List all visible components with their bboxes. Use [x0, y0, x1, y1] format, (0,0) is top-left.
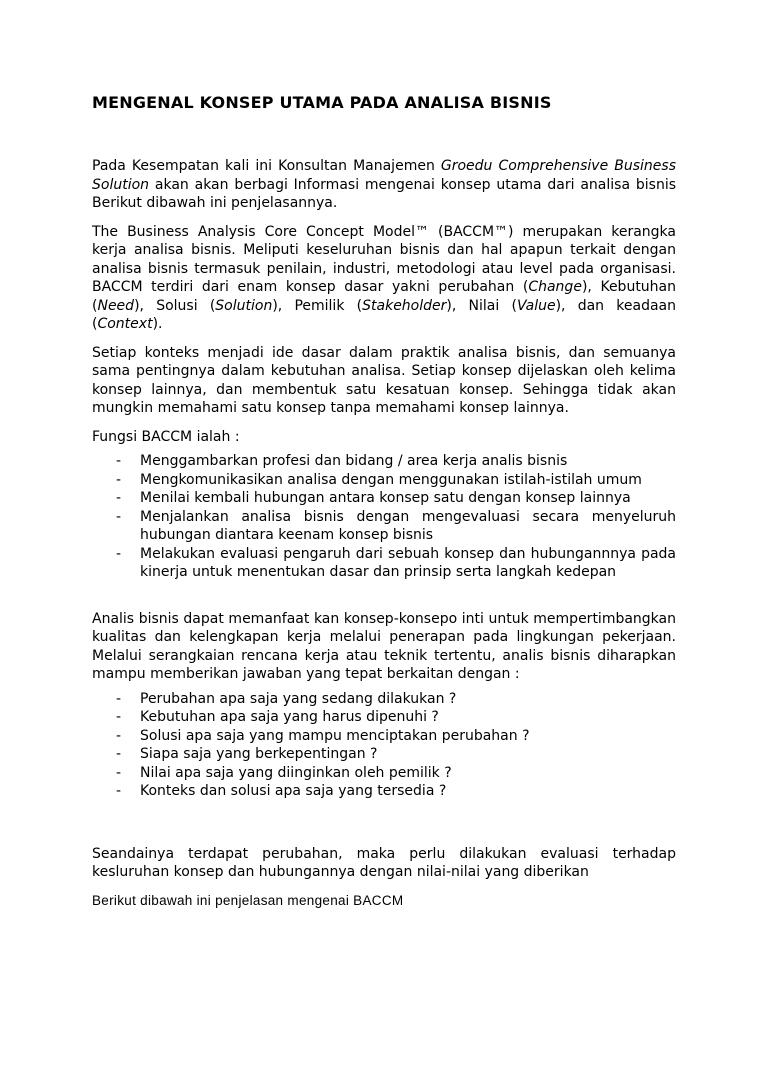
dash-bullet: - — [116, 508, 122, 525]
baccm-paragraph — [92, 223, 676, 334]
list-item: - Solusi apa saja yang mampu menciptakan perubahan ? — [116, 727, 530, 744]
dash-bullet: - — [116, 783, 122, 799]
dash-bullet: - — [116, 709, 122, 725]
dash-bullet: - — [116, 764, 122, 781]
document-body — [92, 157, 676, 920]
list-item: - Menjalankan analisa bisnis dengan mengevaluasi secara menyeluruh hubungan diantara keenam konsep bisnis — [116, 508, 676, 543]
fungsi-list — [92, 452, 676, 582]
spacer — [92, 592, 676, 610]
dash-bullet: - — [116, 453, 122, 469]
baccm-text: ), Kebutuhan ( — [92, 279, 676, 314]
list-item: - Perubahan apa saja yang sedang dilakukan ? — [116, 690, 457, 707]
dash-bullet: - — [116, 471, 122, 488]
list-item: - Nilai apa saja yang diinginkan oleh pemilik ? — [116, 764, 452, 781]
list-item: - Kebutuhan apa saja yang harus dipenuhi ? — [116, 709, 439, 725]
list-item: - Menilai kembali hubungan antara konsep satu dengan konsep lainnya — [116, 490, 631, 506]
closing-line: Berikut dibawah ini penjelasan mengenai BACCM — [92, 892, 404, 908]
spacer — [92, 811, 676, 845]
dash-bullet: - — [116, 727, 122, 744]
term-stakeholder: Stakeholder — [362, 297, 447, 314]
term-change: Change — [528, 279, 582, 295]
baccm-text: ), Pemilik ( — [272, 297, 363, 314]
term-value: Value — [516, 297, 556, 314]
intro-paragraph — [92, 157, 676, 213]
baccm-text: The Business Analysis Core Concept Model™ (BACCM™) merupakan kerangka kerja analisa bisnis. Meliputi keseluruhan bisnis dan hal apapun terkait dengan analisa bisnis termasuk penilain, industri, metodologi atau level pada organisasi. BACCM terdiri dari enam konsep dasar yakni perubahan ( — [92, 223, 676, 295]
context-paragraph: Setiap konteks menjadi ide dasar dalam praktik analisa bisnis, dan semuanya sama pentingnya dalam kebutuhan analisa. Setiap konsep dijelaskan oleh kelima konsep lainnya, dan membentuk satu kesatuan konsep. Sehingga tidak akan mungkin memahami satu konsep tanpa memahami konsep lainnya. — [92, 344, 676, 416]
term-need: Need — [97, 297, 135, 314]
baccm-text: ), dan keadaan ( — [92, 297, 676, 332]
dash-bullet: - — [116, 490, 122, 506]
list-item: - Menggambarkan profesi dan bidang / area kerja analis bisnis — [116, 453, 568, 469]
dash-bullet: - — [116, 746, 122, 762]
baccm-text: ), Nilai ( — [446, 297, 517, 314]
list-item: - Konteks dan solusi apa saja yang tersedia ? — [116, 783, 447, 799]
company-name: Groedu Comprehensive Business Solution — [92, 158, 676, 193]
dash-bullet: - — [116, 690, 122, 707]
question-list — [92, 690, 676, 801]
list-item: - Melakukan evaluasi pengaruh dari sebuah konsep dan hubungannnya pada kinerja untuk menentukan dasar dan prinsip serta langkah kedepan — [116, 545, 676, 580]
dash-bullet: - — [116, 545, 122, 562]
list-item: - Mengkomunikasikan analisa dengan menggunakan istilah-istilah umum — [116, 471, 642, 488]
analis-paragraph: Analis bisnis dapat memanfaat kan konsep-konsepo inti untuk mempertimbangkan kualitas dan kelengkapan kerja melalui penerapan pada lingkungan pekerjaan. Melalui serangkaian rencana kerja atau teknik tertentu, analis bisnis diharapkan mampu memberikan jawaban yang tepat berkaitan dengan : — [92, 610, 676, 682]
term-context: Context — [97, 316, 153, 332]
list-item: - Siapa saja yang berkepentingan ? — [116, 746, 378, 762]
term-solution: Solution — [215, 297, 273, 314]
intro-text: Pada Kesempatan kali ini Konsultan Manajemen — [92, 158, 441, 174]
baccm-text: ), Solusi ( — [134, 297, 216, 314]
evaluasi-paragraph: Seandainya terdapat perubahan, maka perlu dilakukan evaluasi terhadap kesluruhan konsep dan hubungannya dengan nilai-nilai yang diberikan — [92, 845, 676, 880]
intro-text: akan akan berbagi Informasi mengenai konsep utama dari analisa bisnis Berikut dibawah ini penjelasannya. — [92, 176, 676, 211]
fungsi-label: Fungsi BACCM ialah : — [92, 428, 240, 445]
document-title: MENGENAL KONSEP UTAMA PADA ANALISA BISNIS — [92, 93, 552, 112]
baccm-text: ). — [152, 316, 163, 332]
